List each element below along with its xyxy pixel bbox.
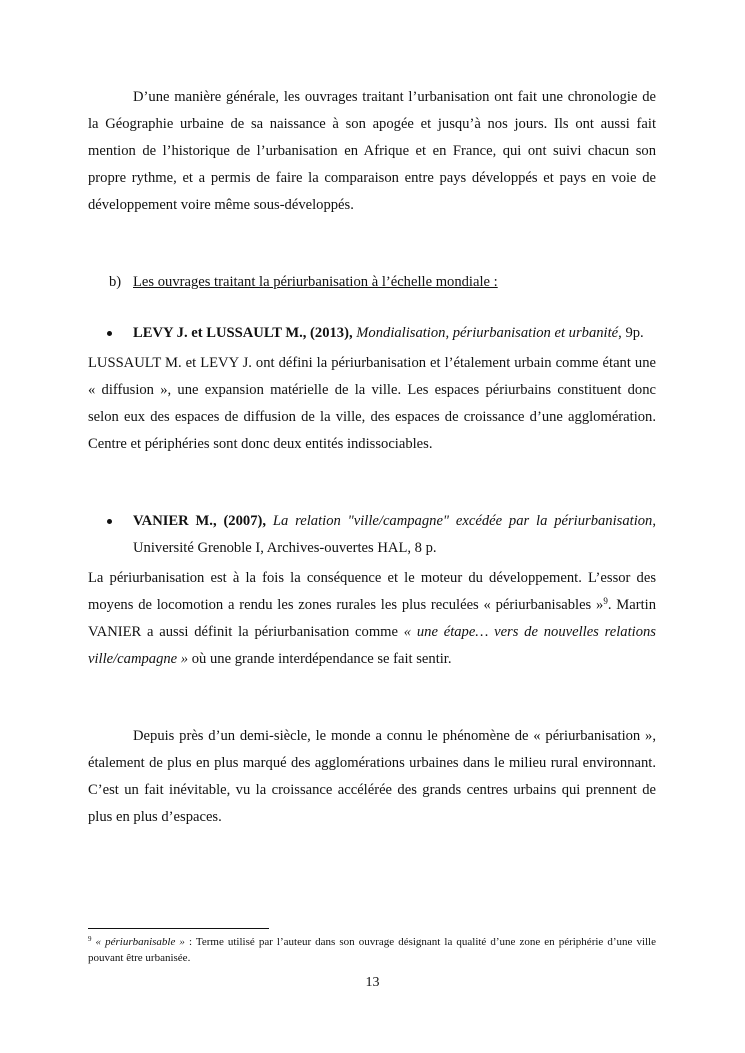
footnote-number: 9 [88,935,92,943]
summary-text: où une grande interdépendance se fait sentir. [188,651,452,667]
section-heading-b [88,269,656,296]
footnote [88,934,656,966]
intro-paragraph: D’une manière générale, les ouvrages traitant l’urbanisation ont fait une chronologie de la Géographie urbaine de sa naissance à son apogée et jusqu’à nos jours. Ils ont aussi fait mention de l’historique de l’urbanisation en Afrique et en France, qui ont suivi chacun son propre rythme, et a permis de faire la comparaison entre pays développés et pays en voie de développement voire même sous-développés. [88,89,656,213]
summary-text: . Martin VANIER a aussi définit la périurbanisation comme [88,597,656,640]
section-marker: b) [109,274,122,290]
reference-item-vanier [88,508,656,562]
section-title: Les ouvrages traitant la périurbanisation à l’échelle mondiale : [133,274,498,290]
footnote-reference: 9 [603,596,608,606]
reference-details: , Université Grenoble I, Archives-ouvertes HAL, 8 p. [133,513,656,556]
closing-paragraph: Depuis près d’un demi-siècle, le monde a connu le phénomène de « périurbanisation », étalement de plus en plus marqué des agglomérations urbaines dans le milieu rural environnant. C’est un fait inévitable, vu la croissance accélérée des grands centres urbains qui prennent de plus en plus d’espaces. [88,728,656,825]
reference-authors: LEVY J. et LUSSAULT M., (2013), [133,325,353,341]
bullet-icon [107,519,112,524]
page-number: 13 [365,975,380,990]
reference-title: Mondialisation, périurbanisation et urbanité [356,325,619,341]
footnote-divider [88,928,269,929]
reference-authors: VANIER M., (2007), [133,513,267,529]
footnote-term: « périurbanisable » [91,936,185,948]
summary-text: La périurbanisation est à la fois la conséquence et le moteur du développement. L’essor des moyens de locomotion a rendu les zones rurales les plus reculées « périurbanisables » [88,570,656,613]
footnote-text: : Terme utilisé par l’auteur dans son ouvrage désignant la qualité d’une zone en périphérie d’une ville pouvant être urbanisée. [88,936,656,964]
levy-summary-paragraph: LUSSAULT M. et LEVY J. ont défini la périurbanisation et l’étalement urbain comme étant une « diffusion », une expansion matérielle de la ville. Les espaces périurbains constituent donc selon eux des espaces de diffusion de la ville, des espaces de croissance d’une agglomération. Centre et périphéries sont donc deux entités indissociables. [88,355,656,452]
bullet-icon [107,331,112,336]
reference-item-levy [88,320,656,347]
reference-title: La relation "ville/campagne" excédée par la périurbanisation [272,513,653,529]
vanier-summary-paragraph [88,565,656,673]
reference-details: , 9p. [618,325,644,341]
page-body [88,84,656,831]
quoted-text: « une étape… vers de nouvelles relations ville/campagne » [88,624,656,667]
